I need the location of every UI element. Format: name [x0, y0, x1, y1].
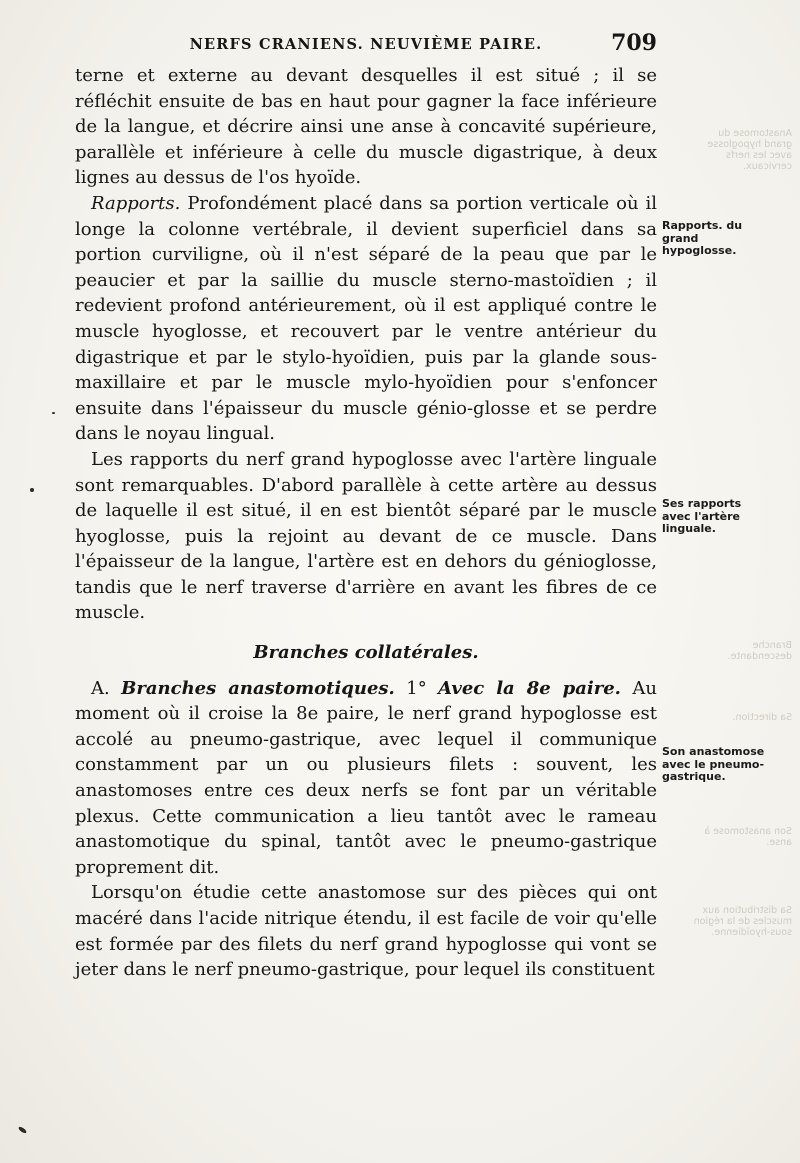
paragraph-4-text: Au moment où il croise la 8e paire, le nerf grand hypoglosse est accolé au pneumo-gastrique, avec lequel il communique constamment par un ou plusieurs filets : souvent, les anastomoses entre ces deux nerfs se font par un véritable plexus. Cette communication a lieu tantôt avec le rameau anastomotique du spinal, tantôt avec le pneumo-gastrique proprement dit. — [75, 677, 657, 878]
sidenote-rapports: Rapports. du grand hypoglosse. — [662, 219, 743, 257]
paragraph-2 — [75, 191, 657, 447]
ink-speck — [18, 1126, 28, 1134]
paragraph-4-lead: A. — [91, 677, 122, 699]
paragraph-4 — [75, 676, 657, 881]
avec-la-8e-paire-label: Avec la 8e paire. — [438, 677, 621, 699]
show-through-text: Sa direction. — [732, 712, 792, 723]
rapports-label: Rapports. — [91, 192, 181, 214]
sidenote-artere-linguale: Ses rapports avec l'artère linguale. — [662, 497, 742, 535]
page-number: 709 — [611, 30, 657, 56]
paragraph-5: Lorsqu'on étudie cette anastomose sur des pièces qui ont macéré dans l'acide nitrique étendu, il est facile de voir qu'elle est formée par des filets du nerf grand hypoglosse qui vont se jeter dans le nerf pneumo-gastrique, pour lequel ils constituent — [75, 882, 657, 981]
branches-anastomotiques-label: Branches anastomotiques. — [121, 677, 395, 699]
section-heading: Branches collatérales. — [253, 642, 479, 664]
body-text — [75, 63, 657, 983]
show-through-text: Branche descendante. — [727, 640, 792, 662]
paragraph-2-text: Profondément placé dans sa portion verticale où il longe la colonne vertébrale, il devient superficiel dans sa portion curviligne, où il n'est séparé de la peau que par le peaucier et par la saillie du muscle sterno-mastoïdien ; il redevient profond antérieurement, où il est appliqué contre le muscle hyoglosse, et recouvert par le ventre antérieur du digastrique et par le stylo-hyoïdien, puis par la glande sous-maxillaire et par le muscle mylo-hyoïdien pour s'enfoncer ensuite dans l'épaisseur du muscle génio-glosse et se perdre dans le noyau lingual. — [75, 192, 657, 445]
show-through-text: Sa distribution aux muscles de la région sous-hyoïdienne. — [693, 905, 792, 938]
ink-speck — [52, 412, 55, 414]
paragraph-3: Les rapports du nerf grand hypoglosse avec l'artère linguale sont remarquables. D'abord parallèle à cette artère au dessus de laquelle il est situé, il en est bientôt séparé par le muscle hyoglosse, puis la rejoint au devant de ce muscle. Dans l'épaisseur de la langue, l'artère est en dehors du génioglosse, tandis que le nerf traverse d'arrière en avant les fibres de ce muscle. — [75, 448, 657, 624]
sidenote-anastomose: Son anastomose avec le pneumo-gastrique. — [662, 745, 765, 783]
ink-speck — [30, 488, 34, 492]
show-through-text: Anastomose du grand hypoglosse avec les nerfs cervicaux. — [707, 128, 792, 172]
running-title: NERFS CRANIENS. NEUVIÈME PAIRE. — [189, 36, 543, 53]
paragraph-1: terne et externe au devant desquelles il est situé ; il se réfléchit ensuite de bas en haut pour gagner la face inférieure de la langue, et décrire ainsi une anse à concavité supérieure, parallèle et inférieure à celle du muscle digastrique, à deux lignes au dessus de l'os hyoïde. — [75, 65, 657, 189]
show-through-text: Son anastomose à anse. — [704, 826, 792, 848]
running-header — [75, 30, 657, 64]
paragraph-4-number: 1° — [394, 677, 439, 699]
